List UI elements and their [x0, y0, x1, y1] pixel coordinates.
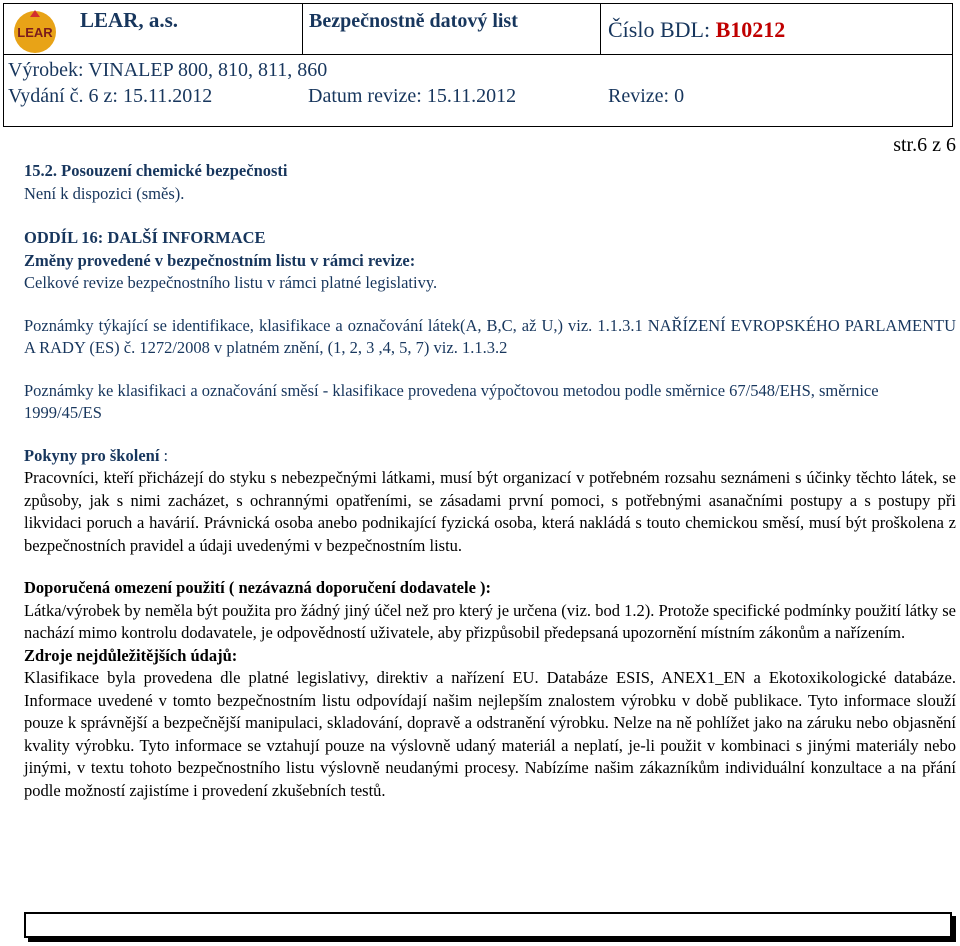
document-body: [24, 160, 956, 802]
training-colon: :: [159, 445, 169, 465]
revision-date: Datum revize: 15.11.2012: [308, 85, 517, 107]
product-label: Výrobek:: [8, 59, 84, 81]
page-number: str.6 z 6: [893, 134, 956, 156]
lear-logo: [8, 8, 62, 54]
bdl-label: Číslo BDL:: [608, 17, 711, 42]
issue-number: Vydání č. 6 z: 15.11.2012: [8, 85, 213, 107]
logo-text: LEAR: [17, 25, 53, 40]
section-16-title: ODDÍL 16: DALŠÍ INFORMACE: [24, 228, 266, 247]
section-15-2-title: 15.2. Posouzení chemické bezpečnosti: [24, 161, 288, 180]
training-label: Pokyny pro školení: [24, 445, 160, 465]
footer-shadow: [28, 938, 956, 942]
revision-changes-title: Změny provedené v bezpečnostním listu v rámci revize:: [24, 250, 416, 270]
sources-text: Klasifikace byla provedena dle platné legislativy, direktiv a nařízení EU. Databáze ESIS, ANEX1_EN a Ekotoxikologické databáze. Informace uvedené v tomto bezpečnostním listu odpovídají našim nejlepším znalostem výrobku v době publikace. Tyto informace slouží pouze k správnější a bezpečnější manipulaci, skladování, dopravě a odstranění výrobku. Nelze na ně pohlížet jako na záruku nebo objasnění kvality výrobku. Tyto informace se vztahují pouze na výslovně udaný materiál a neplatí, je-li použit v kombinaci s jinými materiály nebo jinými, v textu tohoto bezpečnostního listu výslovně neudanými procesy. Nabízíme našim zákazníkům individuální konzultace a na přání podle možností zajistíme i provedení zkušebních testů.: [24, 668, 956, 800]
section-15-2-text: Není k dispozici (směs).: [24, 183, 185, 203]
header-divider: [600, 4, 601, 54]
notes-identification: Poznámky týkající se identifikace, klasifikace a označování látek(A, B,C, až U,) viz. 1.1.3.1 NAŘÍZENÍ EVROPSKÉHO PARLAMENTU A RADY (ES) č. 1272/2008 v platném znění, (1, 2, 3 ,4, 5, 7) viz. 1.1.3.2: [24, 315, 956, 357]
restrictions-title: Doporučená omezení použití ( nezávazná doporučení dodavatele ):: [24, 578, 492, 597]
company-name: LEAR, a.s.: [80, 8, 179, 32]
product-line: [8, 59, 327, 82]
header-divider: [4, 54, 952, 55]
bdl-value: B10212: [715, 17, 786, 42]
document-header: [3, 3, 953, 127]
restrictions-text: Látka/výrobek by neměla být použita pro žádný jiný účel než pro který je určena (viz. bod 1.2). Protože specifické podmínky použití látky se nachází mimo kontrolu dodavatele, je odpovědností uživatele, aby přizpůsobil předepsaná upozornění místním zákonům a nařízením.: [24, 600, 956, 642]
footer-box: [24, 912, 952, 938]
product-value: VINALEP 800, 810, 811, 860: [88, 59, 328, 81]
notes-classification: Poznámky ke klasifikaci a označování směsí - klasifikace provedena výpočtovou metodou podle směrnice 67/548/EHS, směrnice 1999/45/ES: [24, 380, 879, 422]
document-title: Bezpečnostně datový list: [309, 10, 518, 32]
training-heading: [24, 445, 956, 468]
footer-shadow: [952, 916, 956, 942]
revision-number: Revize: 0: [608, 85, 685, 107]
training-text: Pracovníci, kteří přicházejí do styku s nebezpečnými látkami, musí být organizací v potřebném rozsahu seznámeni s účinky těchto látek, se způsoby, jak s nimi zacházet, s ochrannými opatřeními, se zásadami první pomoci, s potřebnými asanačními postupy a s postupy při likvidaci poruch a havárií. Právnická osoba anebo podnikající fyzická osoba, která nakládá s touto chemickou směsí, musí být proškolena z bezpečnostních pravidel a údaji uvedenými v bezpečnostním listu.: [24, 468, 956, 555]
sources-title: Zdroje nejdůležitějších údajů:: [24, 645, 238, 665]
revision-changes-text: Celkové revize bezpečnostního listu v rámci platné legislativy.: [24, 273, 438, 292]
header-divider: [302, 4, 303, 54]
bdl-number: [608, 17, 785, 43]
